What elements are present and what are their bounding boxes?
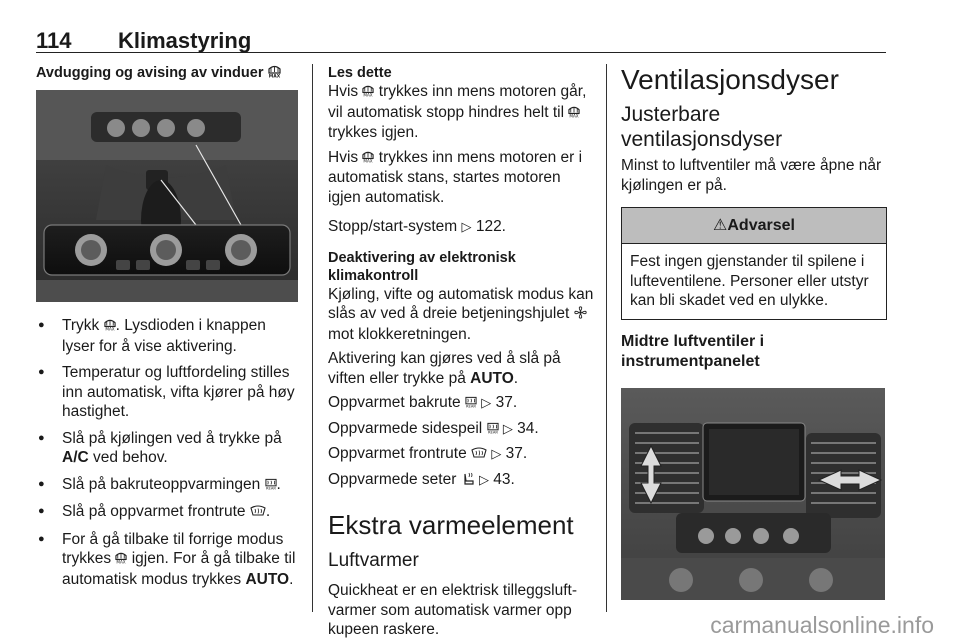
text-run: Kjøling, vifte og automatisk modus kan slås av ved å dreie betjeningshjulet xyxy=(328,285,594,322)
list-item xyxy=(36,363,298,422)
text-run: Trykk xyxy=(62,317,104,334)
front-icon xyxy=(471,447,487,461)
front-icon xyxy=(250,505,266,519)
body-paragraph xyxy=(328,349,594,388)
column-divider xyxy=(312,64,313,612)
center-vents-heading: Midtre luftventiler i instrumentpanelet xyxy=(621,332,765,370)
page-header xyxy=(36,28,886,53)
text-run: Oppvarmede seter xyxy=(328,470,461,488)
cross-reference xyxy=(328,393,594,414)
rear-icon xyxy=(487,422,499,436)
column-right xyxy=(621,64,887,600)
warning-text: Fest ingen gjenstander til spilene i lufteventilene. Personer eller utstyr kan bli skadet ved en ulykke. xyxy=(630,253,869,309)
fan-icon xyxy=(574,307,587,321)
max-icon xyxy=(115,552,127,566)
seat-icon xyxy=(461,473,475,487)
reference-arrow-icon: ▷ xyxy=(461,219,472,234)
text-run: Quickheat er en elektrisk tilleggsluftvarmer som automatisk varmer opp kupeen raskere. xyxy=(328,582,577,638)
deactivation-heading: Deaktivering av elektronisk klimakontroll xyxy=(328,249,516,284)
svg-text:MAX: MAX xyxy=(569,113,579,118)
text-run: Slå på oppvarmet frontrute xyxy=(62,503,250,520)
max-icon xyxy=(362,85,374,99)
text-run: Oppvarmet frontrute xyxy=(328,445,472,462)
body-paragraph xyxy=(328,285,594,345)
column-left xyxy=(36,64,298,596)
text-run: Hvis xyxy=(328,148,363,166)
text-run: . xyxy=(289,570,294,588)
defog-steps-list xyxy=(36,316,298,589)
max-icon xyxy=(104,319,116,333)
text-run: Temperatur og luftfordeling stilles inn automatisk, vifta kjører på høy hastighet. xyxy=(62,364,295,420)
button-label: AUTO xyxy=(470,369,514,387)
text-run: 122. xyxy=(471,218,506,235)
text-run: Oppvarmet bakrute xyxy=(328,394,465,411)
svg-text:MAX: MAX xyxy=(105,326,115,331)
text-run: . xyxy=(265,503,271,520)
list-item xyxy=(36,316,298,356)
chapter-title: Klimastyring xyxy=(118,28,252,53)
svg-text:REAR: REAR xyxy=(487,430,498,434)
svg-text:REAR: REAR xyxy=(265,486,276,490)
text-run: . xyxy=(276,475,281,493)
sub-heading: Justerbare ventilasjonsdyser xyxy=(621,103,783,151)
warning-title: Advarsel xyxy=(727,217,795,234)
text-run: 37. xyxy=(491,394,518,411)
button-label: A/C xyxy=(62,449,89,466)
list-item xyxy=(36,429,298,468)
text-run: 37. xyxy=(501,445,528,462)
text-run: 34. xyxy=(512,419,539,437)
text-run: . Lysdioden i knappen lyser for å vise aktivering. xyxy=(62,317,266,355)
reference-arrow-icon: ▷ xyxy=(479,471,489,487)
reference-arrow-icon: ▷ xyxy=(502,420,513,436)
cross-reference xyxy=(328,444,594,465)
note-heading: Les dette xyxy=(328,65,392,81)
max-icon xyxy=(362,151,374,165)
rear-icon xyxy=(465,396,477,410)
warning-triangle-icon: ⚠ xyxy=(713,217,728,234)
text-run: For å gå tilbake til forrige modus trykkes xyxy=(62,530,284,567)
cross-reference xyxy=(328,419,594,440)
cross-reference xyxy=(328,470,594,491)
text-run: trykkes inn mens motoren går, vil automatisk stopp hindres helt til xyxy=(328,83,587,121)
list-item xyxy=(36,530,298,590)
climate-control-panel-image xyxy=(36,90,298,302)
center-vents-image xyxy=(621,388,885,600)
column-middle xyxy=(328,64,594,640)
svg-text:MAX: MAX xyxy=(363,92,374,97)
list-item xyxy=(36,502,298,523)
text-run: trykkes igjen. xyxy=(328,124,419,141)
text-run: trykkes inn mens motoren er i automatisk stans, startes motoren igjen automatisk. xyxy=(328,148,583,206)
text-run: ved behov. xyxy=(88,449,168,466)
body-paragraph xyxy=(328,581,594,640)
text-run: Aktivering kan gjøres ved å slå på viften eller trykke på xyxy=(328,350,561,387)
svg-text:MAX: MAX xyxy=(116,559,127,564)
list-item xyxy=(36,475,298,496)
column-divider xyxy=(606,64,607,612)
text-run: 43. xyxy=(489,470,515,488)
note-paragraph xyxy=(328,148,594,208)
watermark: carmanualsonline.info xyxy=(710,612,934,638)
text-run: Slå på bakruteoppvarmingen xyxy=(62,475,265,493)
note-paragraph xyxy=(328,82,594,143)
page-number: 114 xyxy=(36,28,72,53)
text-run: Slå på kjølingen ved å trykke på xyxy=(62,429,282,447)
intro-paragraph: Minst to luftventiler må være åpne når kjølingen er på. xyxy=(621,157,882,194)
warning-title-bar xyxy=(622,208,886,244)
rear-icon xyxy=(265,478,277,492)
max-defrost-icon xyxy=(268,66,281,80)
svg-text:MAX: MAX xyxy=(268,74,280,78)
cross-reference xyxy=(328,217,594,237)
reference-arrow-icon: ▷ xyxy=(481,395,492,410)
max-icon xyxy=(568,106,580,120)
text-run: Stopp/start-system xyxy=(328,218,462,235)
section-heading: Ekstra varmeelement xyxy=(328,510,574,540)
svg-text:MAX: MAX xyxy=(363,158,374,163)
warning-box xyxy=(621,207,887,320)
reference-arrow-icon: ▷ xyxy=(491,446,502,461)
svg-text:REAR: REAR xyxy=(465,404,476,408)
text-run: igjen. For å gå tilbake til automatisk modus trykkes xyxy=(62,550,296,588)
text-run: . xyxy=(513,369,519,387)
text-run: Oppvarmede sidespeil xyxy=(328,419,487,437)
text-run: mot klokkeretningen. xyxy=(328,325,472,343)
page-section-title: Ventilasjonsdyser xyxy=(621,64,839,95)
sub-heading: Luftvarmer xyxy=(328,550,419,571)
defog-heading: Avdugging og avising av vinduer MAX xyxy=(36,65,280,81)
text-run: Hvis xyxy=(328,83,363,100)
button-label: AUTO xyxy=(245,570,290,588)
